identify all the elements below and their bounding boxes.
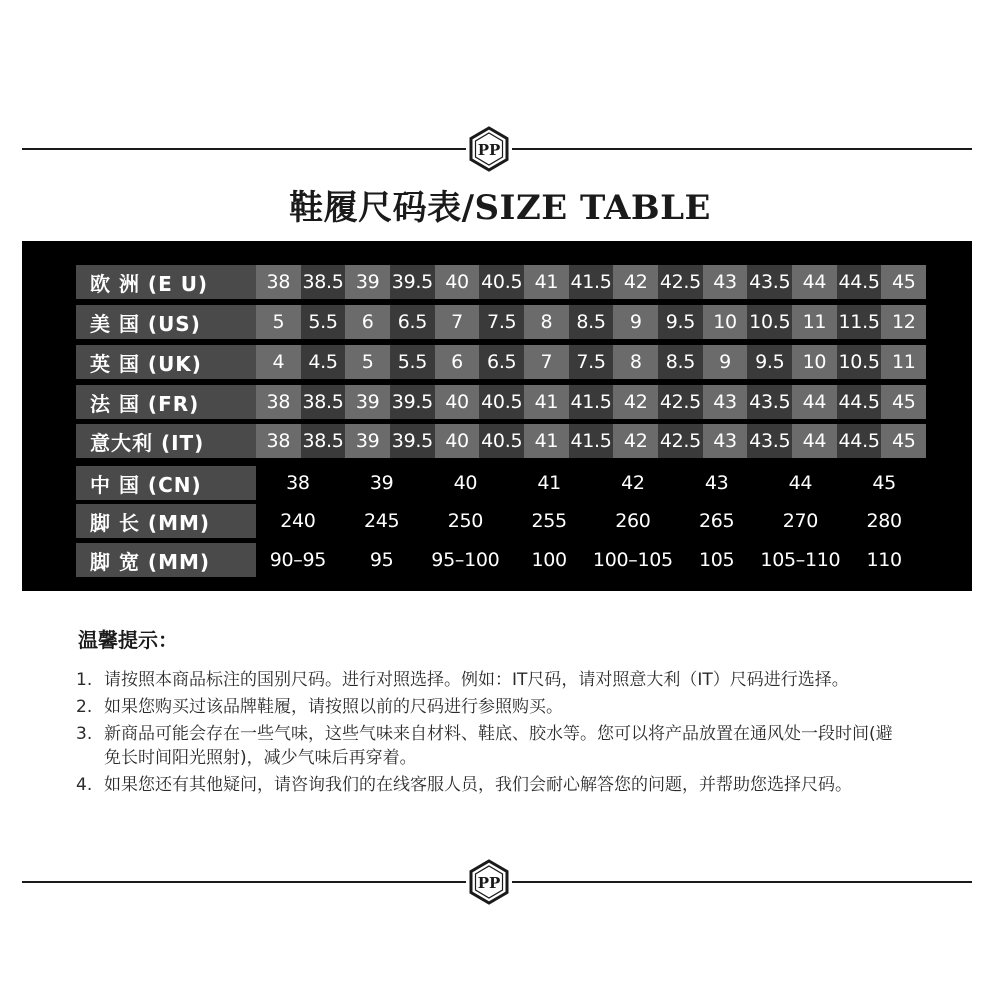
size-cell: 44.5	[837, 424, 882, 458]
size-cell: 8	[613, 345, 658, 379]
tip-item	[76, 722, 906, 770]
size-cell: 105	[675, 543, 759, 577]
size-row-cells	[256, 345, 926, 379]
tip-text: 新商品可能会存在一些气味，这些气味来自材料、鞋底、胶水等。您可以将产品放置在通风处一段时间(避免长时间阳光照射)，减少气味后再穿着。	[104, 724, 893, 768]
size-row-label: 脚 长 (MM)	[76, 504, 256, 538]
size-cell: 8	[524, 305, 569, 339]
size-row-label: 欧 洲 (E U)	[76, 265, 256, 299]
size-cell: 42.5	[658, 265, 703, 299]
size-cell: 44	[792, 385, 837, 419]
size-cell: 41.5	[569, 424, 614, 458]
size-row-label: 法 国 (FR)	[76, 385, 256, 419]
size-row-cells	[256, 424, 926, 458]
size-cell: 41	[524, 265, 569, 299]
size-row-cells	[256, 265, 926, 299]
size-cell: 6	[435, 345, 480, 379]
size-cell: 41.5	[569, 385, 614, 419]
tip-number: 4.	[76, 775, 93, 795]
size-cell: 39.5	[390, 385, 435, 419]
size-cell: 9	[703, 345, 748, 379]
size-cell: 43.5	[747, 424, 792, 458]
size-cell: 5.5	[390, 345, 435, 379]
size-cell: 5	[345, 345, 390, 379]
size-cell: 44.5	[837, 265, 882, 299]
size-cell: 11	[792, 305, 837, 339]
size-cell: 4.5	[301, 345, 346, 379]
tip-text: 如果您购买过该品牌鞋履，请按照以前的尺码进行参照购买。	[104, 697, 563, 717]
size-cell: 270	[759, 504, 843, 538]
size-cell: 8.5	[658, 345, 703, 379]
size-cell: 95	[340, 543, 424, 577]
size-cell: 38	[256, 424, 301, 458]
size-cell: 42	[613, 265, 658, 299]
size-cell: 10	[703, 305, 748, 339]
size-cell: 255	[507, 504, 591, 538]
size-cell: 38.5	[301, 424, 346, 458]
size-cell: 43	[703, 424, 748, 458]
size-cell: 42.5	[658, 385, 703, 419]
size-cell: 105–110	[759, 543, 843, 577]
size-cell: 38.5	[301, 265, 346, 299]
size-cell: 40.5	[479, 265, 524, 299]
size-cell: 260	[591, 504, 675, 538]
size-cell: 43.5	[747, 385, 792, 419]
size-cell: 39.5	[390, 424, 435, 458]
size-cell: 8.5	[569, 305, 614, 339]
size-cell: 40.5	[479, 424, 524, 458]
size-cell: 40	[435, 424, 480, 458]
size-cell: 10.5	[837, 345, 882, 379]
size-cell: 45	[881, 265, 926, 299]
size-row	[76, 385, 926, 419]
size-row-cells	[256, 466, 926, 500]
tip-number: 2.	[76, 697, 93, 717]
brand-logo-top	[466, 126, 512, 172]
size-cell: 43.5	[747, 265, 792, 299]
size-cell: 4	[256, 345, 301, 379]
tips-list	[76, 668, 906, 800]
size-cell: 43	[675, 466, 759, 500]
size-cell: 38	[256, 265, 301, 299]
size-cell: 265	[675, 504, 759, 538]
size-cell: 10	[792, 345, 837, 379]
size-cell: 40	[435, 265, 480, 299]
tip-number: 3.	[76, 724, 93, 744]
size-row-cells	[256, 305, 926, 339]
size-cell: 42.5	[658, 424, 703, 458]
size-cell: 38.5	[301, 385, 346, 419]
size-row	[76, 504, 926, 538]
size-row-label: 意大利 (IT)	[76, 424, 256, 458]
size-cell: 6	[345, 305, 390, 339]
size-row-label: 脚 宽 (MM)	[76, 543, 256, 577]
svg-text:PP: PP	[477, 141, 501, 159]
size-row-label: 中 国 (CN)	[76, 466, 256, 500]
size-cell: 110	[842, 543, 926, 577]
tip-number: 1.	[76, 670, 93, 690]
tip-text: 请按照本商品标注的国别尺码。进行对照选择。例如：IT尺码，请对照意大利（IT）尺码进行选择。	[104, 670, 849, 690]
tip-text: 如果您还有其他疑问，请咨询我们的在线客服人员，我们会耐心解答您的问题，并帮助您选择尺码。	[104, 775, 852, 795]
size-cell: 7	[435, 305, 480, 339]
size-cell: 39	[345, 385, 390, 419]
size-cell: 44.5	[837, 385, 882, 419]
size-cell: 39	[340, 466, 424, 500]
size-cell: 7.5	[479, 305, 524, 339]
size-row-cells	[256, 385, 926, 419]
size-cell: 10.5	[747, 305, 792, 339]
size-cell: 42	[613, 424, 658, 458]
size-row	[76, 466, 926, 500]
size-cell: 9.5	[658, 305, 703, 339]
size-cell: 5.5	[301, 305, 346, 339]
size-cell: 44	[792, 424, 837, 458]
size-cell: 45	[881, 424, 926, 458]
size-row	[76, 265, 926, 299]
size-cell: 40	[435, 385, 480, 419]
size-cell: 45	[842, 466, 926, 500]
size-row-cells	[256, 504, 926, 538]
size-cell: 40	[424, 466, 508, 500]
size-cell: 100–105	[591, 543, 675, 577]
size-cell: 5	[256, 305, 301, 339]
size-cell: 11	[881, 345, 926, 379]
tips-title: 温馨提示：	[78, 628, 178, 652]
size-row	[76, 345, 926, 379]
size-cell: 100	[507, 543, 591, 577]
hexagon-logo-icon	[466, 859, 512, 905]
page-title: 鞋履尺码表/SIZE TABLE	[289, 188, 711, 228]
size-cell: 39	[345, 424, 390, 458]
size-cell: 38	[256, 466, 340, 500]
size-cell: 40.5	[479, 385, 524, 419]
tip-item	[76, 695, 906, 719]
tip-item	[76, 668, 906, 692]
size-cell: 42	[591, 466, 675, 500]
size-cell: 95–100	[424, 543, 508, 577]
size-cell: 9.5	[747, 345, 792, 379]
size-cell: 250	[424, 504, 508, 538]
size-row	[76, 305, 926, 339]
size-cell: 11.5	[837, 305, 882, 339]
size-row-cells	[256, 543, 926, 577]
size-cell: 6.5	[390, 305, 435, 339]
size-cell: 240	[256, 504, 340, 538]
size-cell: 42	[613, 385, 658, 419]
size-cell: 280	[842, 504, 926, 538]
size-row-label: 英 国 (UK)	[76, 345, 256, 379]
size-cell: 245	[340, 504, 424, 538]
size-cell: 41	[524, 385, 569, 419]
size-cell: 7.5	[569, 345, 614, 379]
size-cell: 38	[256, 385, 301, 419]
size-cell: 44	[792, 265, 837, 299]
size-row-label: 美 国 (US)	[76, 305, 256, 339]
size-cell: 44	[759, 466, 843, 500]
hexagon-logo-icon	[466, 126, 512, 172]
size-cell: 43	[703, 385, 748, 419]
size-cell: 41.5	[569, 265, 614, 299]
tip-item	[76, 773, 906, 797]
size-cell: 90–95	[256, 543, 340, 577]
svg-text:PP: PP	[477, 874, 501, 892]
size-row	[76, 424, 926, 458]
size-cell: 41	[507, 466, 591, 500]
size-cell: 12	[881, 305, 926, 339]
size-row	[76, 543, 926, 577]
size-cell: 45	[881, 385, 926, 419]
size-cell: 43	[703, 265, 748, 299]
brand-logo-bottom	[466, 859, 512, 905]
size-cell: 7	[524, 345, 569, 379]
size-cell: 41	[524, 424, 569, 458]
size-cell: 9	[613, 305, 658, 339]
size-cell: 39	[345, 265, 390, 299]
size-cell: 6.5	[479, 345, 524, 379]
size-cell: 39.5	[390, 265, 435, 299]
